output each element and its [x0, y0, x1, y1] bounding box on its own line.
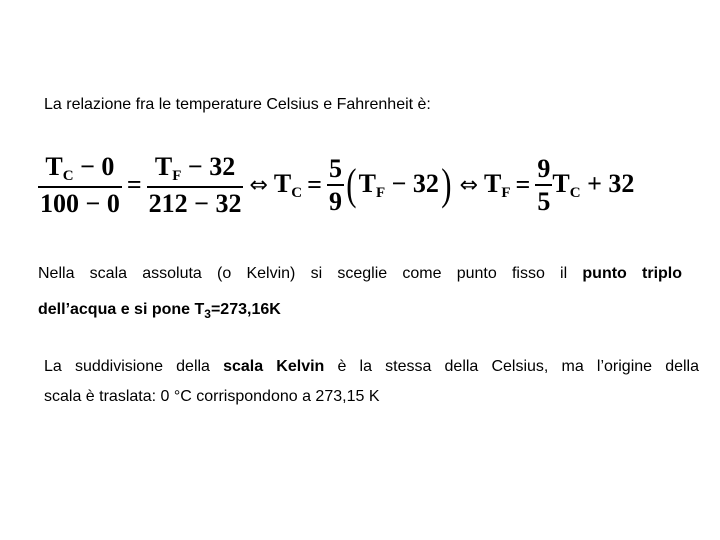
- equals-sign: =: [126, 170, 142, 199]
- conversion-formula: [38, 150, 634, 220]
- double-arrow-icon: ⇔: [459, 172, 479, 198]
- kelvin-paragraph: Nella scala assoluta (o Kelvin) si sceglie come punto fisso il punto triplo dell’acqua e si pone $T_3=273,16K$: [38, 265, 683, 321]
- fraction-nine-fifths: $\frac{9}{5}$: [537, 153, 551, 216]
- t-celsius: $T_C$: [273, 168, 303, 201]
- inner-expression: $T_F - 32$: [358, 168, 439, 201]
- fraction-bar: [147, 186, 244, 188]
- equals-sign: =: [515, 170, 531, 199]
- fraction-bar: [327, 184, 344, 186]
- fraction-five-ninths: $\frac{5}{9}$: [328, 153, 342, 216]
- left-paren: (: [346, 160, 357, 209]
- fraction-bar: [535, 184, 552, 186]
- double-arrow-icon: ⇔: [249, 172, 268, 198]
- fraction-celsius: $\frac{T_C - 0}{100 - 0}$: [40, 151, 120, 218]
- tail-expression: $T_C + 32$: [552, 168, 635, 201]
- fraction-bar: [38, 186, 122, 188]
- fraction-fahrenheit: $\frac{T_F - 32}{212 - 32}$: [148, 151, 242, 218]
- equals-sign: =: [307, 170, 322, 199]
- scale-paragraph: La suddivisione della scala Kelvin è la stessa della Celsius, ma l’origine della scala è traslata: 0 °C corrispondono a 273,15 K: [44, 358, 700, 405]
- t-fahrenheit: $T_F$: [484, 168, 511, 201]
- intro-text: La relazione fra le temperature Celsius e Fahrenheit è:: [44, 96, 431, 113]
- right-paren: ): [441, 160, 452, 209]
